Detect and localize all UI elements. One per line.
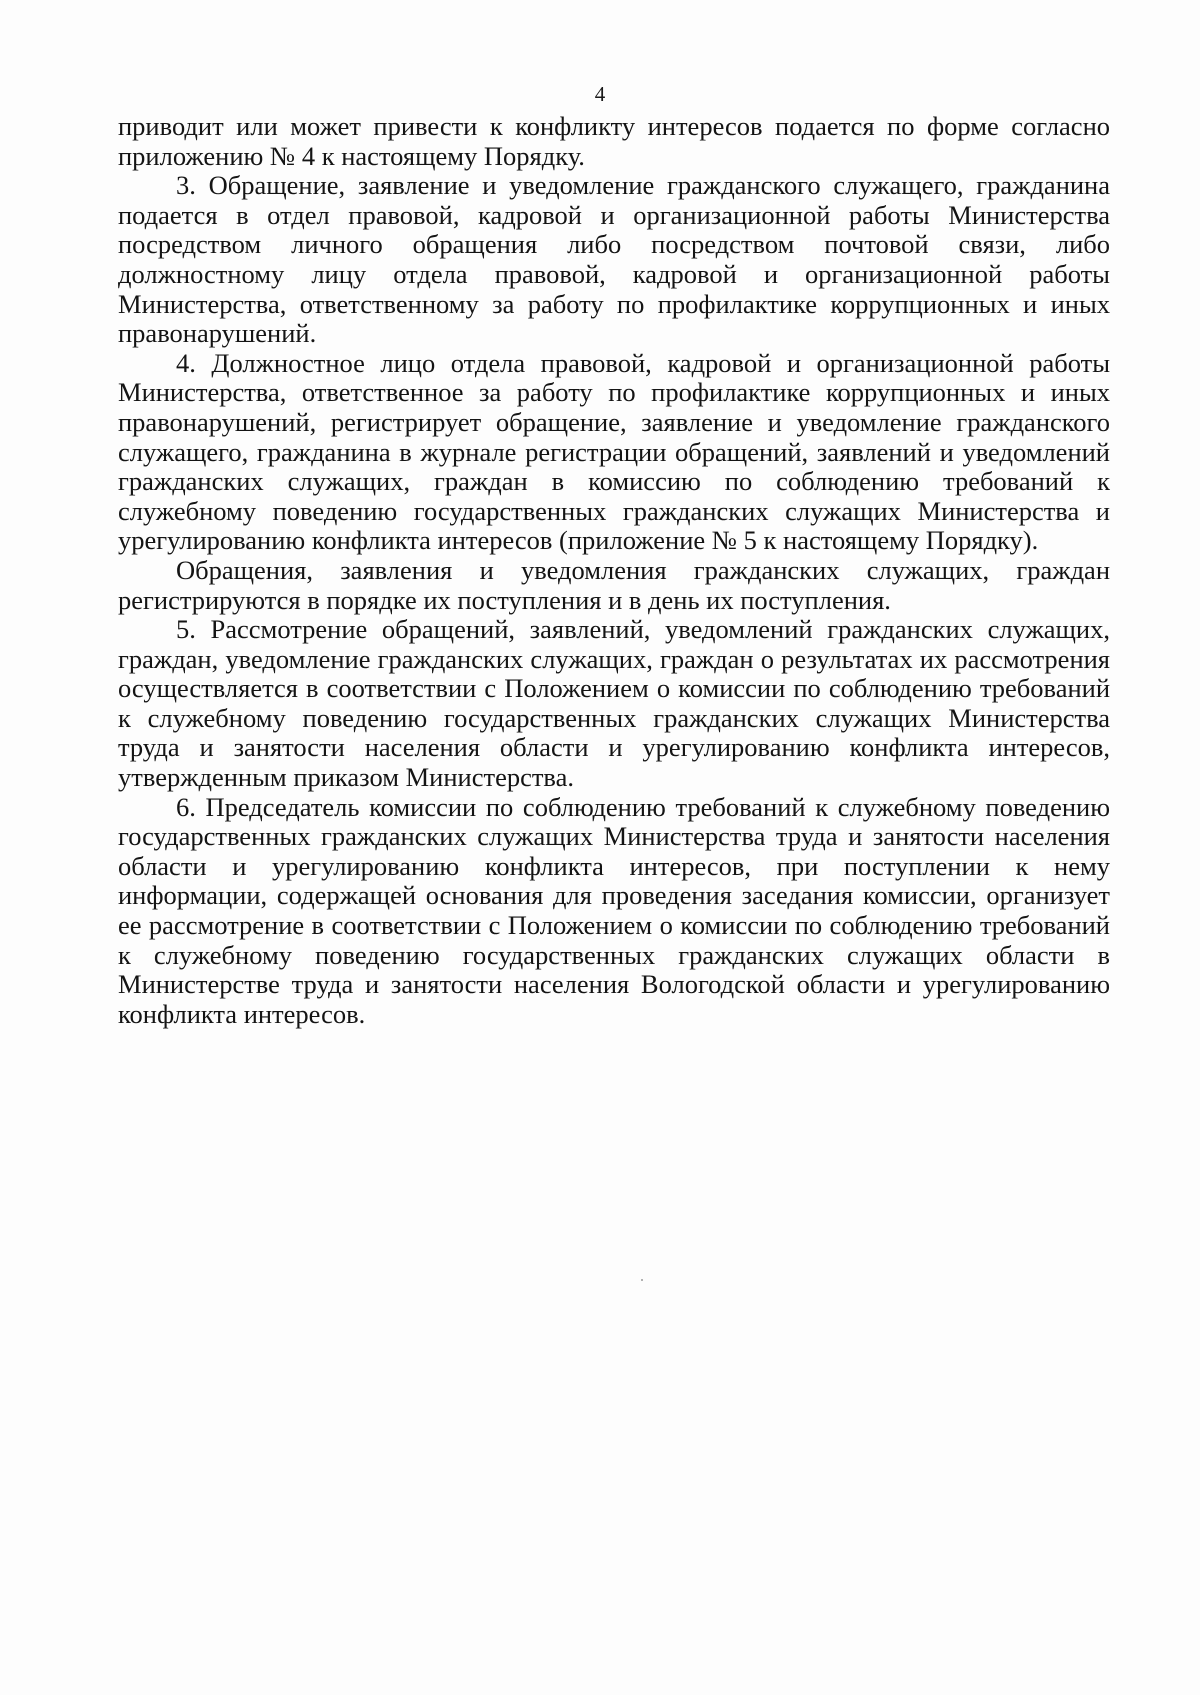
page-number: 4 (594, 82, 606, 106)
paragraph-item-3: 3. Обращение, заявление и уведомление гражданского служащего, гражданина подается в отдел правовой, кадровой и организационной работы Министерства посредством личного обращения либо посредством почтовой связи, либо должностному лицу отдела правовой, кадровой и организационной работы Министерства, ответственному за работу по профилактике коррупционных и иных правонарушений. (118, 170, 1110, 349)
paragraph-continuation: приводит или может привести к конфликту интересов подается по форме согласно приложению № 4 к настоящему Порядку. (118, 111, 1110, 171)
paragraph-item-4: 4. Должностное лицо отдела правовой, кадровой и организационной работы Министерства, ответственное за работу по профилактике коррупционных и иных правонарушений, регистрирует обращение, заявление и уведомление гражданского служащего, гражданина в журнале регистрации обращений, заявлений и уведомлений гражданских служащих, граждан в комиссию по соблюдению требований к служебному поведению государственных гражданских служащих Министерства и урегулированию конфликта интересов (приложение № 5 к настоящему Порядку). (118, 347, 1110, 556)
document-body (118, 112, 1110, 1029)
paragraph-item-5: 5. Рассмотрение обращений, заявлений, уведомлений гражданских служащих, граждан, уведомление гражданских служащих, граждан о результатах их рассмотрения осуществляется в соответствии с Положением о комиссии по соблюдению требований к служебному поведению государственных гражданских служащих Министерства труда и занятости населения области и урегулированию конфликта интересов, утвержденным приказом Министерства. (118, 614, 1110, 793)
paragraph-item-6: 6. Председатель комиссии по соблюдению требований к служебному поведению государственных гражданских служащих Министерства труда и занятости населения области и урегулированию конфликта интересов, при поступлении к нему информации, содержащей основания для проведения заседания комиссии, организует ее рассмотрение в соответствии с Положением о комиссии по соблюдению требований к служебному поведению государственных гражданских служащих области в Министерстве труда и занятости населения Вологодской области и урегулированию конфликта интересов. (118, 791, 1110, 1029)
scan-speck (641, 1279, 643, 1281)
paragraph-item-4-registration: Обращения, заявления и уведомления гражданских служащих, граждан регистрируются в порядке их поступления и в день их поступления. (118, 554, 1110, 615)
